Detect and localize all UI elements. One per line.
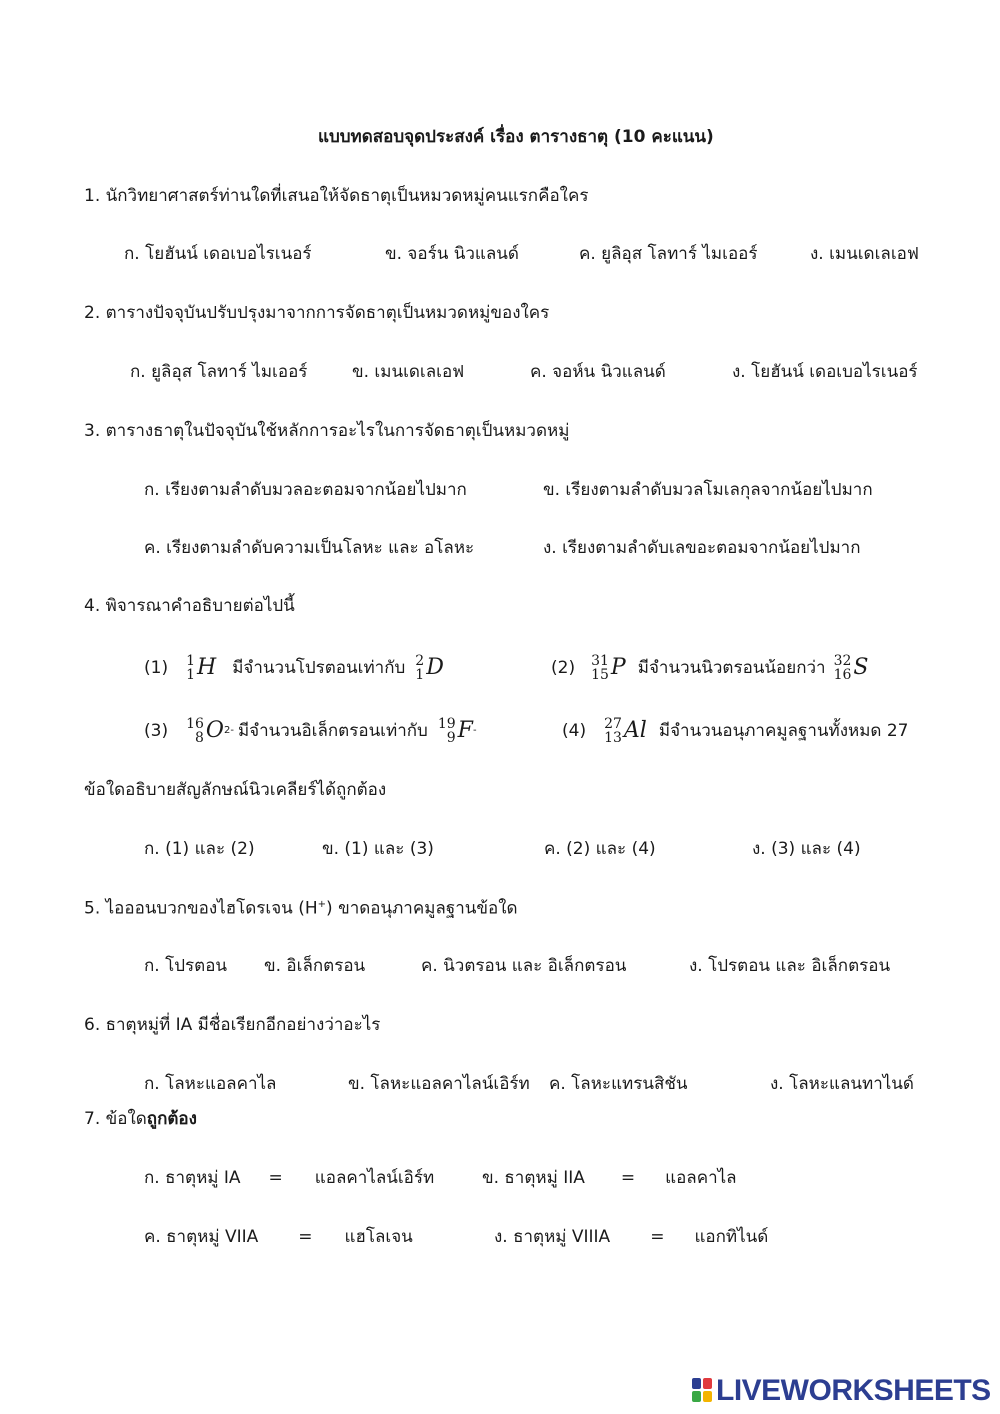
q1-choice-a[interactable]: ก. โยฮันน์ เดอเบอไรเนอร์ bbox=[124, 244, 312, 264]
question-2: 2. ตารางปัจจุบันปรับปรุงมาจากการจัดธาตุเป็นหมวดหมู่ของใคร bbox=[84, 303, 550, 323]
liveworksheets-logo-text: LIVEWORKSHEETS bbox=[716, 1374, 991, 1407]
q4-statement-1 bbox=[144, 654, 444, 682]
element-symbol: P bbox=[610, 655, 626, 680]
q5-choice-b[interactable]: ข. อิเล็กตรอน bbox=[264, 956, 366, 976]
element-symbol: F bbox=[457, 718, 473, 743]
isotope-mass-atomic: 16 8 bbox=[186, 716, 204, 746]
statement-text: มีจำนวนอิเล็กตรอนเท่ากับ bbox=[237, 720, 428, 741]
q4-choice-c[interactable]: ค. (2) และ (4) bbox=[544, 839, 656, 859]
isotope-mass-atomic: 32 16 bbox=[833, 653, 852, 683]
q2-choice-c[interactable]: ค. จอห์น นิวแลนด์ bbox=[530, 362, 666, 382]
q4-statement-2 bbox=[551, 654, 869, 682]
q6-choice-d[interactable]: ง. โลหะแลนทาไนด์ bbox=[770, 1074, 914, 1094]
q5-choice-d[interactable]: ง. โปรตอน และ อิเล็กตรอน bbox=[689, 956, 891, 976]
question-3: 3. ตารางธาตุในปัจจุบันใช้หลักการอะไรในการจัดธาตุเป็นหมวดหมู่ bbox=[84, 421, 570, 441]
question-7: 7. ข้อใดถูกต้อง bbox=[84, 1109, 197, 1129]
isotope-mass-atomic: 2 1 bbox=[415, 653, 425, 683]
q7-choice-b[interactable]: ข. ธาตุหมู่ IIA = แอลคาไล bbox=[482, 1168, 737, 1188]
q6-choice-c[interactable]: ค. โลหะแทรนสิชัน bbox=[549, 1074, 688, 1094]
statement-text: มีจำนวนนิวตรอนน้อยกว่า bbox=[637, 657, 826, 678]
isotope-mass-atomic: 27 13 bbox=[604, 716, 622, 746]
question-6: 6. ธาตุหมู่ที่ IA มีชื่อเรียกอีกอย่างว่าอะไร bbox=[84, 1015, 381, 1035]
statement-number: (2) bbox=[551, 657, 576, 678]
q7-choice-a[interactable]: ก. ธาตุหมู่ IA = แอลคาไลน์เอิร์ท bbox=[144, 1168, 435, 1188]
q1-choice-b[interactable]: ข. จอร์น นิวแลนด์ bbox=[385, 244, 519, 264]
statement-number: (3) bbox=[144, 720, 169, 741]
q4-statement-3 bbox=[144, 717, 477, 745]
isotope-mass-atomic: 19 9 bbox=[437, 716, 456, 746]
question-4-prompt: ข้อใดอธิบายสัญลักษณ์นิวเคลียร์ได้ถูกต้อง bbox=[84, 780, 387, 800]
ion-charge: - bbox=[472, 725, 477, 736]
q3-choice-d[interactable]: ง. เรียงตามลำดับเลขอะตอมจากน้อยไปมาก bbox=[543, 538, 861, 558]
q3-choice-b[interactable]: ข. เรียงตามลำดับมวลโมเลกุลจากน้อยไปมาก bbox=[543, 480, 873, 500]
q2-choice-a[interactable]: ก. ยูลิอุส โลทาร์ ไมเออร์ bbox=[130, 362, 308, 382]
q5-choice-a[interactable]: ก. โปรตอน bbox=[144, 956, 228, 976]
q7-choice-d[interactable]: ง. ธาตุหมู่ VIIIA = แอกทิไนด์ bbox=[494, 1227, 769, 1247]
q3-choice-a[interactable]: ก. เรียงตามลำดับมวลอะตอมจากน้อยไปมาก bbox=[144, 480, 467, 500]
q6-choice-a[interactable]: ก. โลหะแอลคาไล bbox=[144, 1074, 277, 1094]
ion-charge: 2- bbox=[223, 725, 234, 736]
q2-choice-b[interactable]: ข. เมนเดเลเอฟ bbox=[352, 362, 465, 382]
q1-choice-c[interactable]: ค. ยูลิอุส โลทาร์ ไมเออร์ bbox=[579, 244, 758, 264]
isotope-mass-atomic: 31 15 bbox=[591, 653, 609, 683]
question-5: 5. ไอออนบวกของไฮโดรเจน (H+) ขาดอนุภาคมูลฐานข้อใด bbox=[84, 898, 518, 919]
element-symbol: H bbox=[197, 655, 217, 680]
q5-choice-c[interactable]: ค. นิวตรอน และ อิเล็กตรอน bbox=[421, 956, 627, 976]
question-4: 4. พิจารณาคำอธิบายต่อไปนี้ bbox=[84, 596, 295, 616]
statement-text: มีจำนวนอนุภาคมูลฐานทั้งหมด 27 bbox=[658, 720, 909, 741]
q3-choice-c[interactable]: ค. เรียงตามลำดับความเป็นโลหะ และ อโลหะ bbox=[144, 538, 475, 558]
page-title: แบบทดสอบจุดประสงค์ เรื่อง ตารางธาตุ (10 คะแนน) bbox=[318, 127, 714, 147]
liveworksheets-logo-icon bbox=[692, 1378, 714, 1404]
q4-choice-a[interactable]: ก. (1) และ (2) bbox=[144, 839, 255, 859]
question-1: 1. นักวิทยาศาสตร์ท่านใดที่เสนอให้จัดธาตุเป็นหมวดหมู่คนแรกคือใคร bbox=[84, 186, 589, 206]
element-symbol: Al bbox=[623, 718, 647, 743]
q7-choice-c[interactable]: ค. ธาตุหมู่ VIIA = แฮโลเจน bbox=[144, 1227, 413, 1247]
statement-number: (1) bbox=[144, 657, 169, 678]
q4-statement-4 bbox=[562, 717, 908, 745]
element-symbol: D bbox=[426, 655, 444, 680]
element-symbol: S bbox=[853, 655, 869, 680]
q4-choice-b[interactable]: ข. (1) และ (3) bbox=[322, 839, 434, 859]
q1-choice-d[interactable]: ง. เมนเดเลเอฟ bbox=[810, 244, 919, 264]
q6-choice-b[interactable]: ข. โลหะแอลคาไลน์เอิร์ท bbox=[348, 1074, 530, 1094]
q4-choice-d[interactable]: ง. (3) และ (4) bbox=[752, 839, 861, 859]
isotope-mass-atomic: 1 1 bbox=[186, 653, 196, 683]
liveworksheets-logo bbox=[692, 1374, 991, 1408]
q2-choice-d[interactable]: ง. โยฮันน์ เดอเบอไรเนอร์ bbox=[732, 362, 918, 382]
element-symbol: O bbox=[205, 718, 224, 743]
statement-number: (4) bbox=[562, 720, 587, 741]
statement-text: มีจำนวนโปรตอนเท่ากับ bbox=[232, 657, 406, 678]
